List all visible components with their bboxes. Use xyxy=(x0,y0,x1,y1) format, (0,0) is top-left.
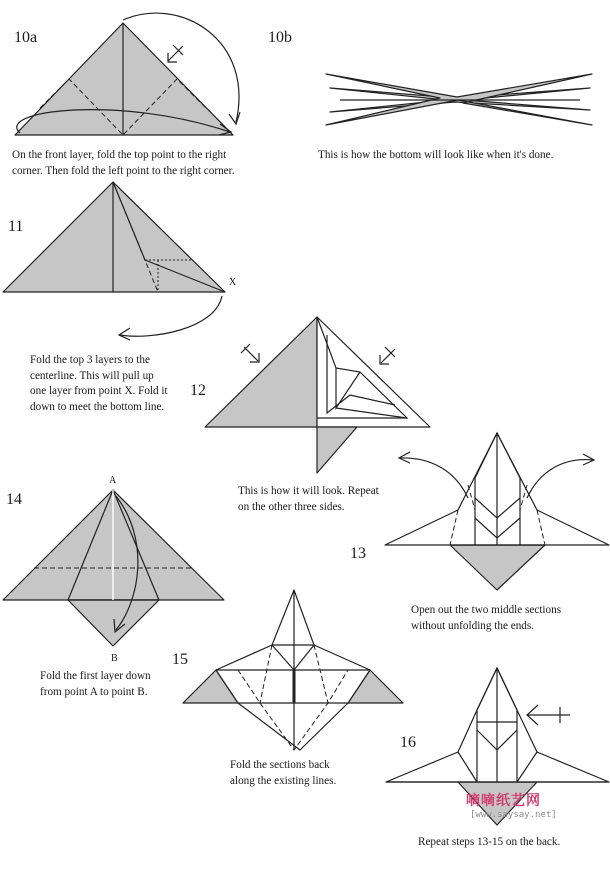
diagram-10a xyxy=(15,13,240,135)
caption-10a-line-2: corner. Then fold the left point to the right corner. xyxy=(12,164,235,177)
caption-15 xyxy=(230,758,336,789)
diagram-11 xyxy=(3,182,225,340)
step-label-16: 16 xyxy=(400,734,416,751)
caption-12-line-1: This is how it will look. Repeat xyxy=(238,485,379,497)
caption-10a-line-1: On the front layer, fold the top point to the right xyxy=(12,149,227,161)
diagram-14 xyxy=(3,490,224,646)
point-label-x: X xyxy=(229,277,237,288)
step-label-14: 14 xyxy=(6,491,22,508)
watermark-brand: 嘀嘀纸艺网 xyxy=(466,793,541,809)
caption-16-line-1: Repeat steps 13-15 on the back. xyxy=(418,836,561,848)
step-label-11: 11 xyxy=(8,218,24,235)
caption-15-line-2: along the existing lines. xyxy=(230,774,337,787)
point-label-a: A xyxy=(109,475,117,486)
step-label-15: 15 xyxy=(172,651,188,668)
caption-11-line-4: down to meet the bottom line. xyxy=(30,400,165,413)
caption-13 xyxy=(411,603,561,634)
diagram-10b xyxy=(326,74,592,125)
diagram-12 xyxy=(205,317,430,473)
caption-10b-line-1: This is how the bottom will look like when it's done. xyxy=(318,149,554,161)
caption-11-line-2: centerline. This will pull up xyxy=(30,369,154,382)
step-label-12: 12 xyxy=(190,382,206,399)
step-label-10b: 10b xyxy=(268,29,292,46)
caption-11 xyxy=(30,353,168,415)
caption-11-line-3: one layer from point X. Fold it xyxy=(30,385,168,397)
caption-16 xyxy=(418,835,560,851)
step-label-13: 13 xyxy=(350,545,366,562)
caption-12-line-2: on the other three sides. xyxy=(238,500,345,513)
watermark-url: [www.saysay.net] xyxy=(470,810,557,820)
diagram-15 xyxy=(183,590,403,750)
point-label-b: B xyxy=(111,653,118,664)
caption-10b xyxy=(318,148,553,164)
caption-13-line-2: without unfolding the ends. xyxy=(411,619,535,632)
caption-11-line-1: Fold the top 3 layers to the xyxy=(30,354,150,366)
caption-10a xyxy=(12,148,235,179)
caption-12 xyxy=(238,484,379,515)
caption-14 xyxy=(40,669,151,700)
caption-13-line-1: Open out the two middle sections xyxy=(411,604,562,616)
caption-15-line-1: Fold the sections back xyxy=(230,759,330,771)
caption-14-line-2: from point A to point B. xyxy=(40,685,148,698)
step-label-10a: 10a xyxy=(14,29,38,46)
caption-14-line-1: Fold the first layer down xyxy=(40,670,151,682)
diagram-13 xyxy=(385,433,609,590)
